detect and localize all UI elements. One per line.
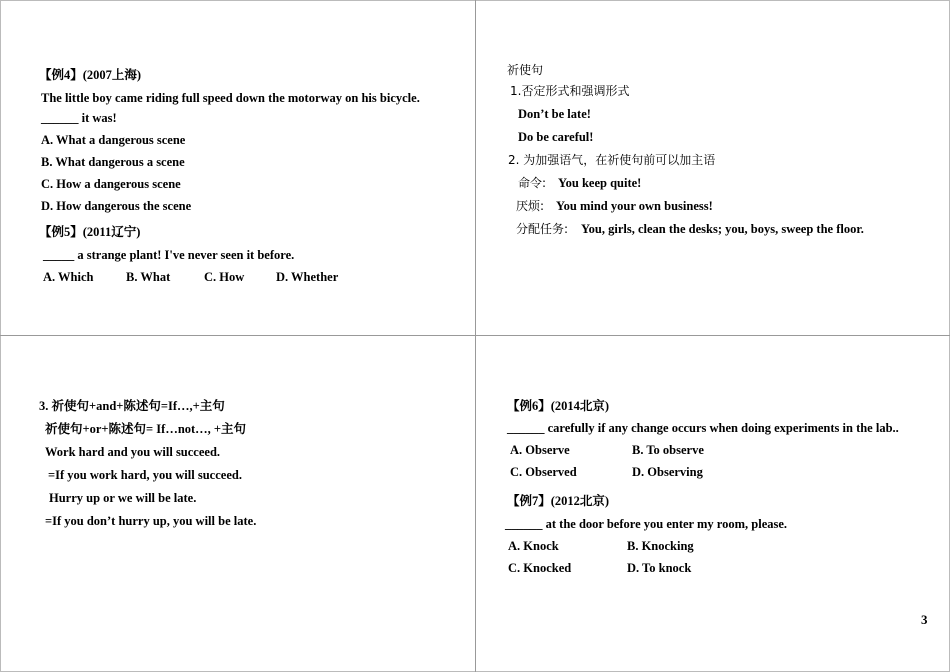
- example-5-option-b: B. What: [126, 270, 171, 284]
- page-number: 3: [921, 612, 928, 627]
- example-5-label: 【例5】(2011辽宁): [39, 225, 141, 239]
- example-7-option-b: B. Knocking: [627, 539, 694, 553]
- example-4-option-d: D. How dangerous the scene: [41, 199, 192, 213]
- task-example: You, girls, clean the desks; you, boys, sweep the floor.: [581, 222, 864, 236]
- example-6-options-row2: [510, 464, 910, 480]
- example-4-option-a: A. What a dangerous scene: [41, 133, 186, 147]
- example-7-options-row2: [508, 560, 908, 576]
- example-7-option-c: C. Knocked: [508, 561, 572, 575]
- point-1-example-2: Do be careful!: [518, 130, 594, 144]
- example-6-option-b: B. To observe: [632, 443, 704, 457]
- task-label: 分配任务:: [516, 222, 569, 236]
- example-6-option-a: A. Observe: [510, 443, 570, 457]
- point-1-heading: 1.否定形式和强调形式: [510, 84, 630, 98]
- example-4-question-line1: The little boy came riding full speed down the motorway on his bicycle.: [41, 91, 420, 105]
- example-4-option-c: C. How a dangerous scene: [41, 177, 181, 191]
- example-4-option-b: B. What dangerous a scene: [41, 155, 185, 169]
- point-2-heading: 2. 为加强语气，在祈使句前可以加主语: [508, 153, 716, 167]
- example-6-option-c: C. Observed: [510, 465, 577, 479]
- command-label: 命令:: [518, 176, 547, 190]
- rule-3-and: [39, 398, 225, 414]
- example-7-label: 【例7】(2012北京): [507, 494, 610, 508]
- example-or: Hurry up or we will be late.: [49, 491, 197, 505]
- command-example: You keep quite!: [558, 176, 642, 190]
- annoyance-label: 厌烦:: [516, 199, 545, 213]
- example-7-question: ______ at the door before you enter my room, please.: [505, 517, 788, 531]
- example-7-options-row1: [508, 538, 908, 554]
- example-6-label: 【例6】(2014北京): [507, 399, 610, 413]
- point-1-example-1: Don’t be late!: [518, 107, 591, 121]
- example-and-equivalent: =If you work hard, you will succeed.: [48, 468, 242, 482]
- example-4-label: 【例4】(2007上海): [39, 68, 142, 82]
- example-6-option-d: D. Observing: [632, 465, 703, 479]
- example-5-question: _____ a strange plant! I've never seen it before.: [43, 248, 295, 262]
- rule-3-or-text: 祈使句+or+陈述句= If…not…, +主句: [45, 422, 247, 436]
- example-7-option-d: D. To knock: [627, 561, 692, 575]
- section-title: 祈使句: [507, 63, 544, 77]
- vertical-divider: [475, 0, 476, 672]
- example-5-option-c: C. How: [204, 270, 245, 284]
- example-6-options-row1: [510, 442, 910, 458]
- example-5-option-d: D. Whether: [276, 270, 339, 284]
- example-4-question-line2: ______ it was!: [41, 111, 117, 125]
- example-6-question: ______ carefully if any change occurs when doing experiments in the lab..: [507, 421, 899, 435]
- example-or-equivalent: =If you don’t hurry up, you will be late.: [45, 514, 257, 528]
- example-and: Work hard and you will succeed.: [45, 445, 221, 459]
- example-5-option-a: A. Which: [43, 270, 94, 284]
- horizontal-divider: [0, 335, 950, 336]
- example-5-options: [43, 269, 443, 285]
- example-7-option-a: A. Knock: [508, 539, 559, 553]
- annoyance-example: You mind your own business!: [556, 199, 713, 213]
- rule-3-or: [45, 421, 246, 437]
- rule-3-and-text: 3. 祈使句+and+陈述句=If…,+主句: [39, 399, 225, 413]
